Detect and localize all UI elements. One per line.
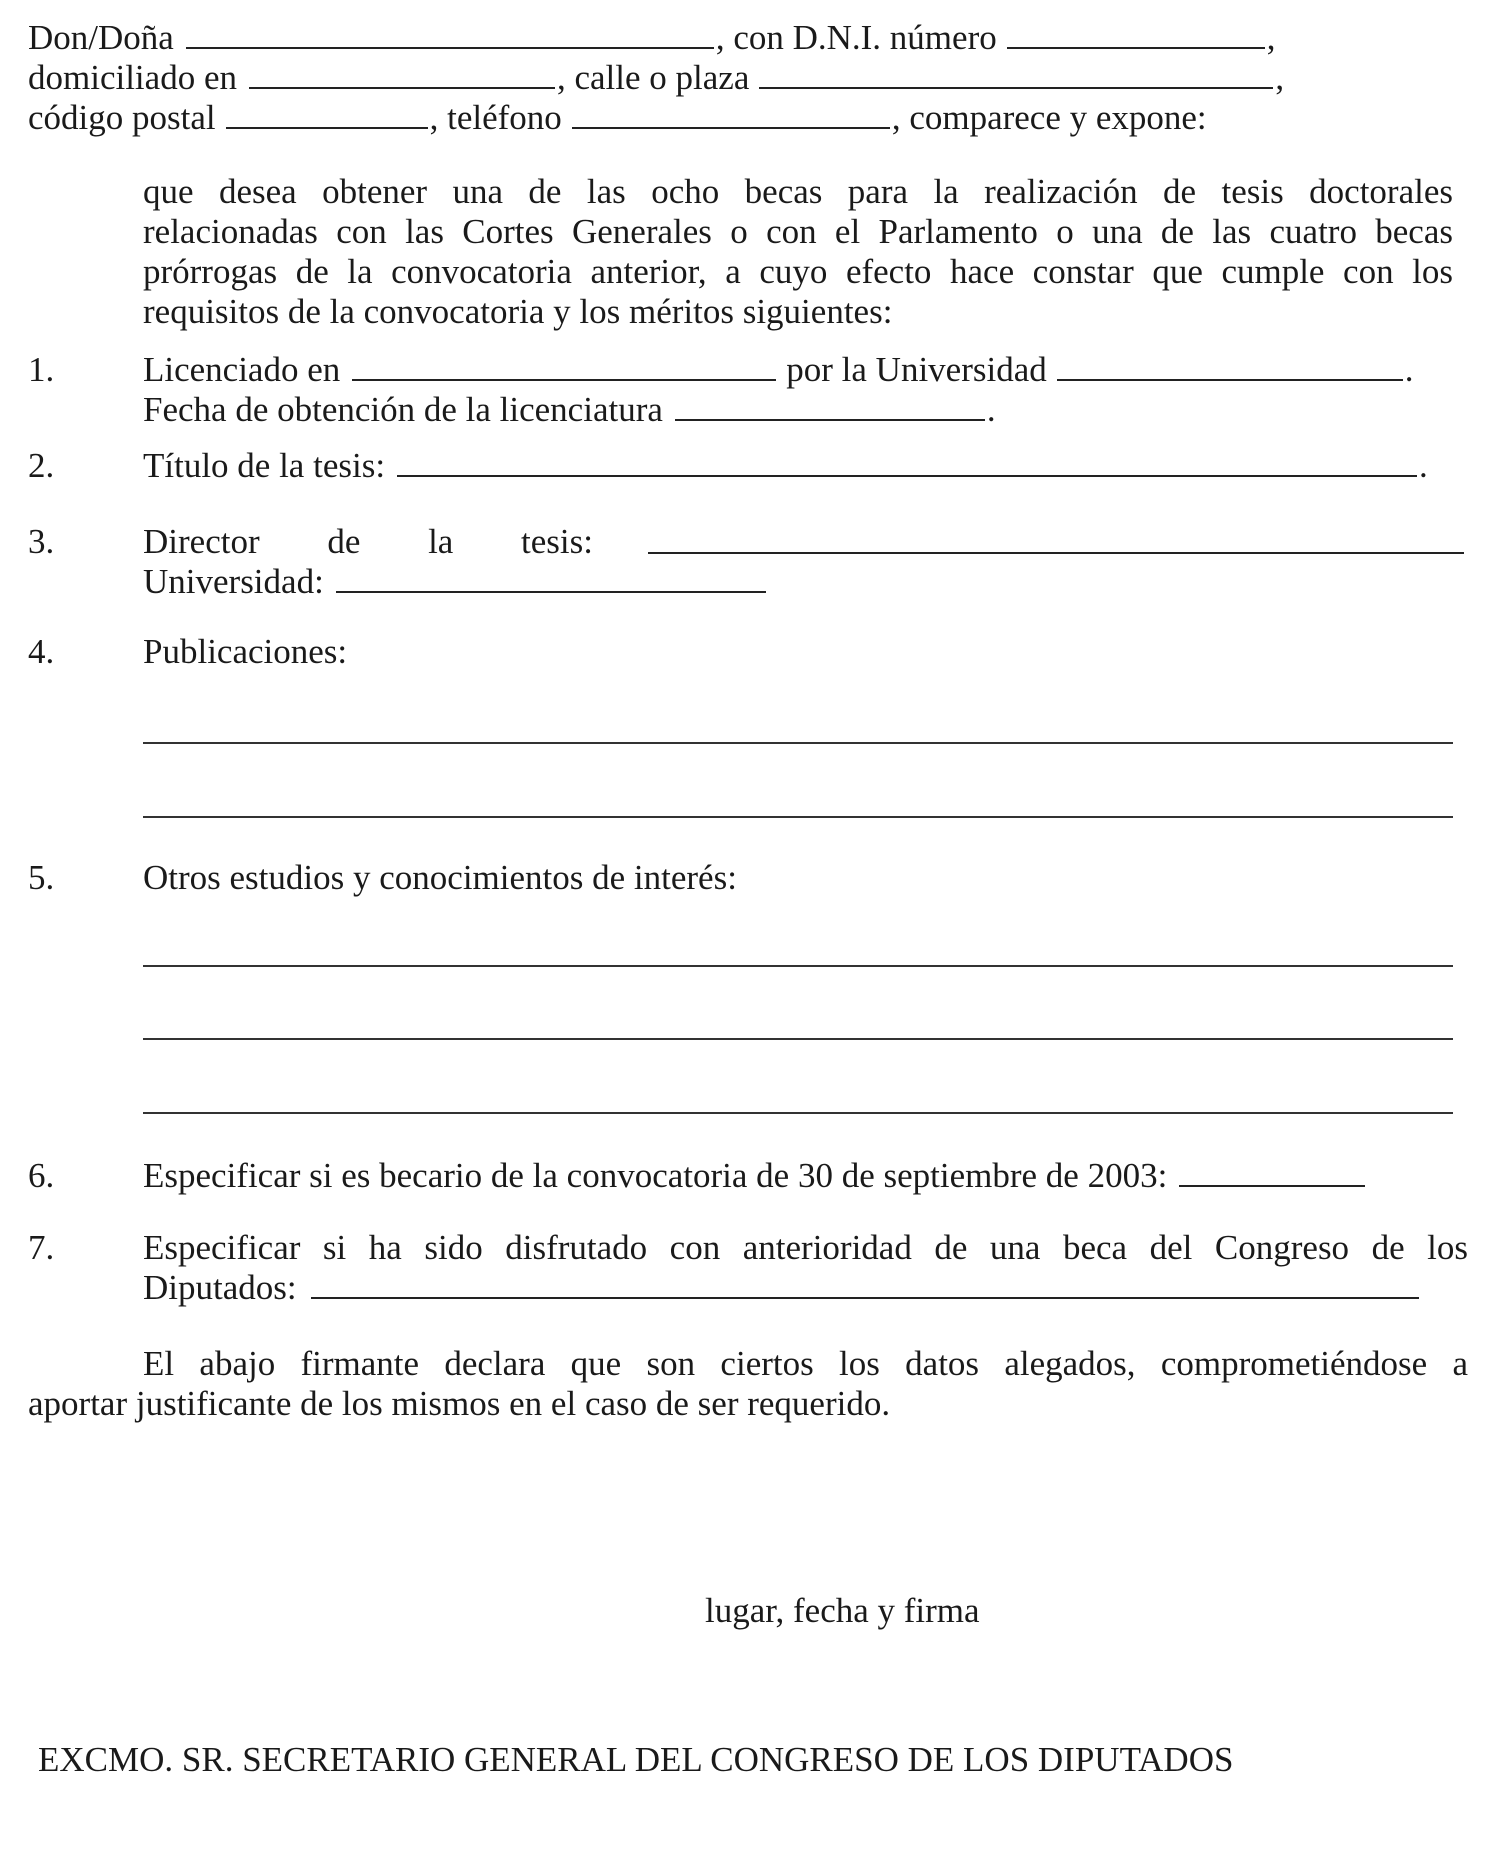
scholarship-holder-label: Especificar si es becario de la convocatoria de 30 de septiembre de 2003: [143, 1156, 1168, 1195]
street-field[interactable] [759, 59, 1273, 89]
director-word-1: Director [143, 522, 260, 561]
item-2-line [143, 446, 1428, 486]
calle-label: , calle o plaza [556, 58, 750, 97]
telefono-label: , teléfono [429, 98, 562, 137]
thesis-title-field[interactable] [397, 447, 1417, 477]
intro-line-3: prórrogas de la convocatoria anterior, a cuyo efecto hace constar que cumple con los [143, 252, 1453, 291]
declaration-line-1: El abajo firmante declara que son ciertos los datos alegados, comprometiéndose a [143, 1344, 1468, 1383]
director-university-label: Universidad: [143, 562, 324, 601]
period: . [1419, 446, 1428, 485]
university-label: por la Universidad [786, 350, 1047, 389]
director-word-3: la [428, 522, 454, 561]
item-7-line-2 [143, 1268, 1421, 1308]
item-7-line-1: Especificar si ha sido disfrutado con anterioridad de una beca del Congreso de los [143, 1228, 1468, 1267]
scholarship-holder-field[interactable] [1179, 1157, 1365, 1187]
director-word-2: de [327, 522, 361, 561]
declaration-line-1-wrap [143, 1344, 1468, 1384]
item-6-line [143, 1156, 1367, 1196]
header-line-3 [28, 98, 1207, 138]
licenciado-label: Licenciado en [143, 350, 341, 389]
signature-label: lugar, fecha y firma [705, 1591, 980, 1630]
period: . [986, 390, 996, 429]
item-7-number: 7. [28, 1228, 55, 1267]
thesis-director-field[interactable] [648, 522, 1464, 554]
item-3-line-2 [143, 562, 768, 602]
item-3-number: 3. [28, 522, 55, 561]
header-line-2 [28, 58, 1284, 98]
thesis-title-label: Título de la tesis: [143, 446, 386, 485]
other-studies-line-3[interactable] [143, 1112, 1453, 1114]
item-1-number: 1. [28, 350, 55, 389]
name-field[interactable] [186, 19, 714, 49]
header-line-1 [28, 18, 1275, 58]
intro-line-1: que desea obtener una de las ocho becas para la realización de tesis doctorales [143, 172, 1453, 211]
intro-line-2: relacionadas con las Cortes Generales o con el Parlamento o una de las cuatro becas [143, 212, 1453, 251]
publications-line-2[interactable] [143, 816, 1453, 818]
dni-label: , con D.N.I. número [715, 18, 997, 57]
director-university-field[interactable] [336, 563, 766, 593]
item-5-number: 5. [28, 858, 55, 897]
other-studies-label: Otros estudios y conocimientos de interés: [143, 858, 737, 897]
period: . [1404, 350, 1414, 389]
other-studies-line-1[interactable] [143, 965, 1453, 967]
degree-field[interactable] [352, 351, 776, 381]
declaration-line-2: aportar justificante de los mismos en el caso de ser requerido. [28, 1384, 891, 1423]
previous-scholarship-field[interactable] [311, 1269, 1419, 1299]
diputados-label: Diputados: [143, 1268, 297, 1307]
comma: , [1266, 18, 1276, 57]
graduation-date-field[interactable] [675, 391, 985, 421]
graduation-date-label: Fecha de obtención de la licenciatura [143, 390, 663, 429]
intro-paragraph [143, 172, 1453, 332]
item-1-line-1 [143, 350, 1414, 390]
item-7-text [143, 1228, 1468, 1268]
postal-code-field[interactable] [226, 99, 428, 129]
other-studies-line-2[interactable] [143, 1038, 1453, 1040]
don-dona-label: Don/Doña [28, 18, 174, 57]
dni-field[interactable] [1007, 19, 1265, 49]
comparece-label: , comparece y expone: [891, 98, 1207, 137]
publications-label: Publicaciones: [143, 632, 348, 671]
item-2-number: 2. [28, 446, 55, 485]
addressee: EXCMO. SR. SECRETARIO GENERAL DEL CONGRESO DE LOS DIPUTADOS [38, 1740, 1234, 1779]
item-6-number: 6. [28, 1156, 55, 1195]
director-label [143, 522, 593, 562]
postal-code-label: código postal [28, 98, 216, 137]
domicile-field[interactable] [249, 59, 555, 89]
item-1-line-2 [143, 390, 996, 430]
phone-field[interactable] [572, 99, 890, 129]
item-4-number: 4. [28, 632, 55, 671]
comma: , [1275, 58, 1285, 97]
intro-line-4: requisitos de la convocatoria y los méritos siguientes: [143, 292, 893, 331]
domiciliado-label: domiciliado en [28, 58, 237, 97]
degree-university-field[interactable] [1057, 351, 1403, 381]
director-word-4: tesis: [521, 522, 593, 561]
publications-line-1[interactable] [143, 742, 1453, 744]
